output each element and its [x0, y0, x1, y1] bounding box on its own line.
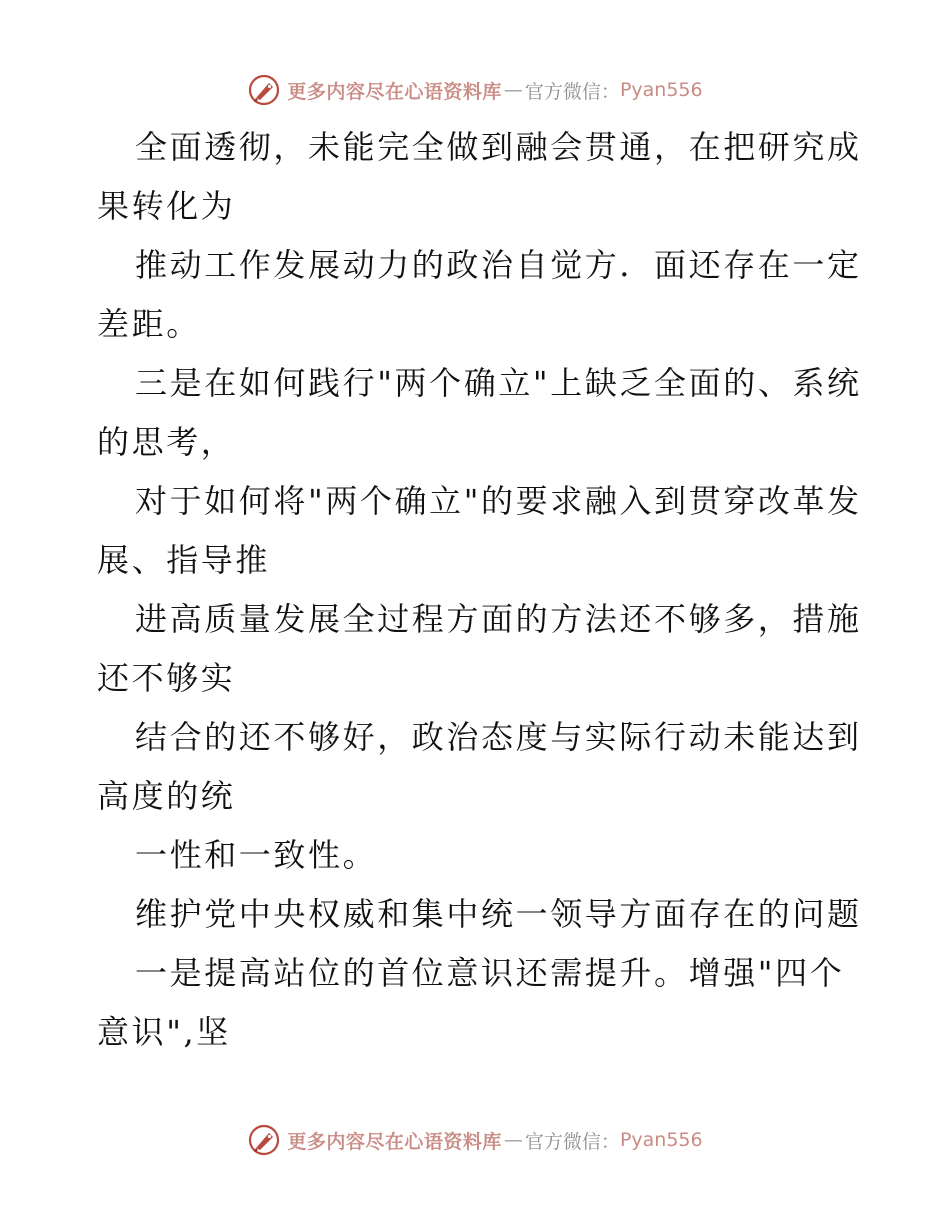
- brand-text: 更多内容尽在心语资料库: [287, 80, 502, 103]
- text-line: 三是在如何践行"两个确立"上缺乏全面的、系统: [135, 364, 862, 402]
- text-line: 高度的统: [97, 777, 236, 815]
- wechat-label: 官方微信：: [524, 1130, 620, 1153]
- header-banner: [0, 70, 950, 110]
- text-line: 的思考，: [97, 423, 236, 461]
- text-line: 进高质量发展全过程方面的方法还不够多，措施: [135, 600, 862, 638]
- text-line: 展、指导推: [97, 541, 271, 579]
- text-line: 一是提高站位的首位意识还需提升。增强"四个: [135, 954, 845, 992]
- text-line: 还不够实: [97, 659, 236, 697]
- document-body: [97, 118, 862, 1062]
- text-line: 差距。: [97, 305, 201, 343]
- brand-text: 更多内容尽在心语资料库: [287, 1130, 502, 1153]
- text-line: 维护党中央权威和集中统一领导方面存在的问题: [135, 895, 862, 933]
- banner-separator: —: [503, 1129, 523, 1151]
- footer-banner: [0, 1120, 950, 1160]
- text-line: 对于如何将"两个确立"的要求融入到贯穿改革发: [135, 482, 862, 520]
- text-line: 推动工作发展动力的政治自觉方．面还存在一定: [135, 246, 862, 284]
- wechat-handle: Pyan556: [619, 1129, 703, 1151]
- text-line: 意识",坚: [97, 1013, 231, 1051]
- banner-separator: —: [503, 79, 523, 101]
- text-line: 全面透彻，未能完全做到融会贯通，在把研究成: [135, 128, 862, 166]
- wechat-label: 官方微信：: [524, 80, 620, 103]
- pen-nib-logo-icon: [247, 1123, 281, 1157]
- wechat-handle: Pyan556: [619, 79, 703, 101]
- pen-nib-logo-icon: [247, 73, 281, 107]
- text-line: 结合的还不够好，政治态度与实际行动未能达到: [135, 718, 862, 756]
- text-line: 一性和一致性。: [135, 836, 378, 874]
- text-line: 果转化为: [97, 187, 236, 225]
